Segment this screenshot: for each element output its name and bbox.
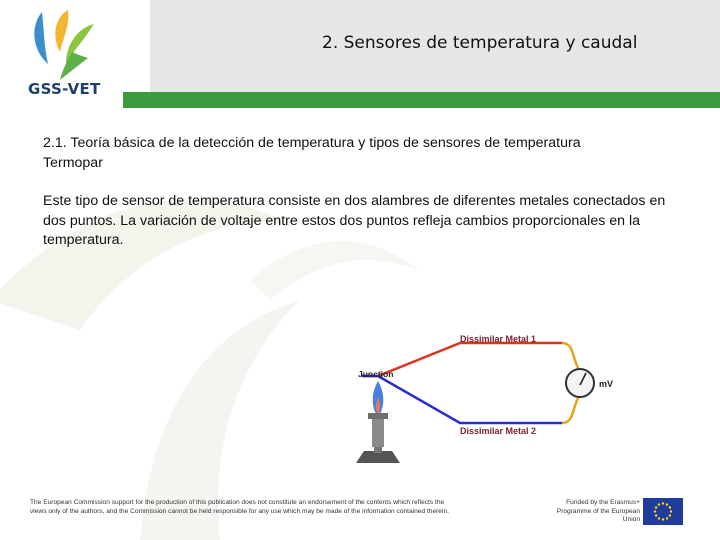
content-body — [43, 134, 683, 251]
section-subtitle: 2.1. Teoría básica de la detección de temperatura y tipos de sensores de temperatura — [43, 135, 581, 151]
burner-icon — [372, 417, 384, 447]
page-title: 2. Sensores de temperatura y caudal — [322, 33, 638, 53]
lead-top — [562, 343, 580, 371]
term-heading: Termopar — [43, 154, 103, 171]
logo-text: GSS-VET — [28, 80, 101, 98]
eu-flag-icon — [643, 498, 683, 525]
metal1-label: Dissimilar Metal 1 — [460, 334, 537, 344]
metal2-label: Dissimilar Metal 2 — [460, 426, 537, 436]
thermocouple-diagram — [340, 325, 630, 475]
lead-bottom — [562, 395, 580, 423]
voltmeter-icon — [566, 369, 594, 397]
meter-label: mV — [599, 379, 614, 389]
body-paragraph: Este tipo de sensor de temperatura consiste en dos alambres de diferentes metales conectados en dos puntos. La variación de voltaje entre estos dos puntos refleja cambios proporcionales en la temperatura. — [43, 193, 666, 248]
footer-disclaimer: The European Commission support for the production of this publication does not constitute an endorsement of the contents which reflects the views only of the authors, and the Commission cannot be held responsible for any use which may be made of the information contained therein. — [30, 499, 449, 515]
metal2-wire — [362, 376, 562, 423]
footer-funding: Funded by the Erasmus+ Programme of the European Union — [556, 499, 640, 524]
header-green-bar — [123, 92, 720, 108]
junction-label: Junction — [358, 369, 394, 379]
